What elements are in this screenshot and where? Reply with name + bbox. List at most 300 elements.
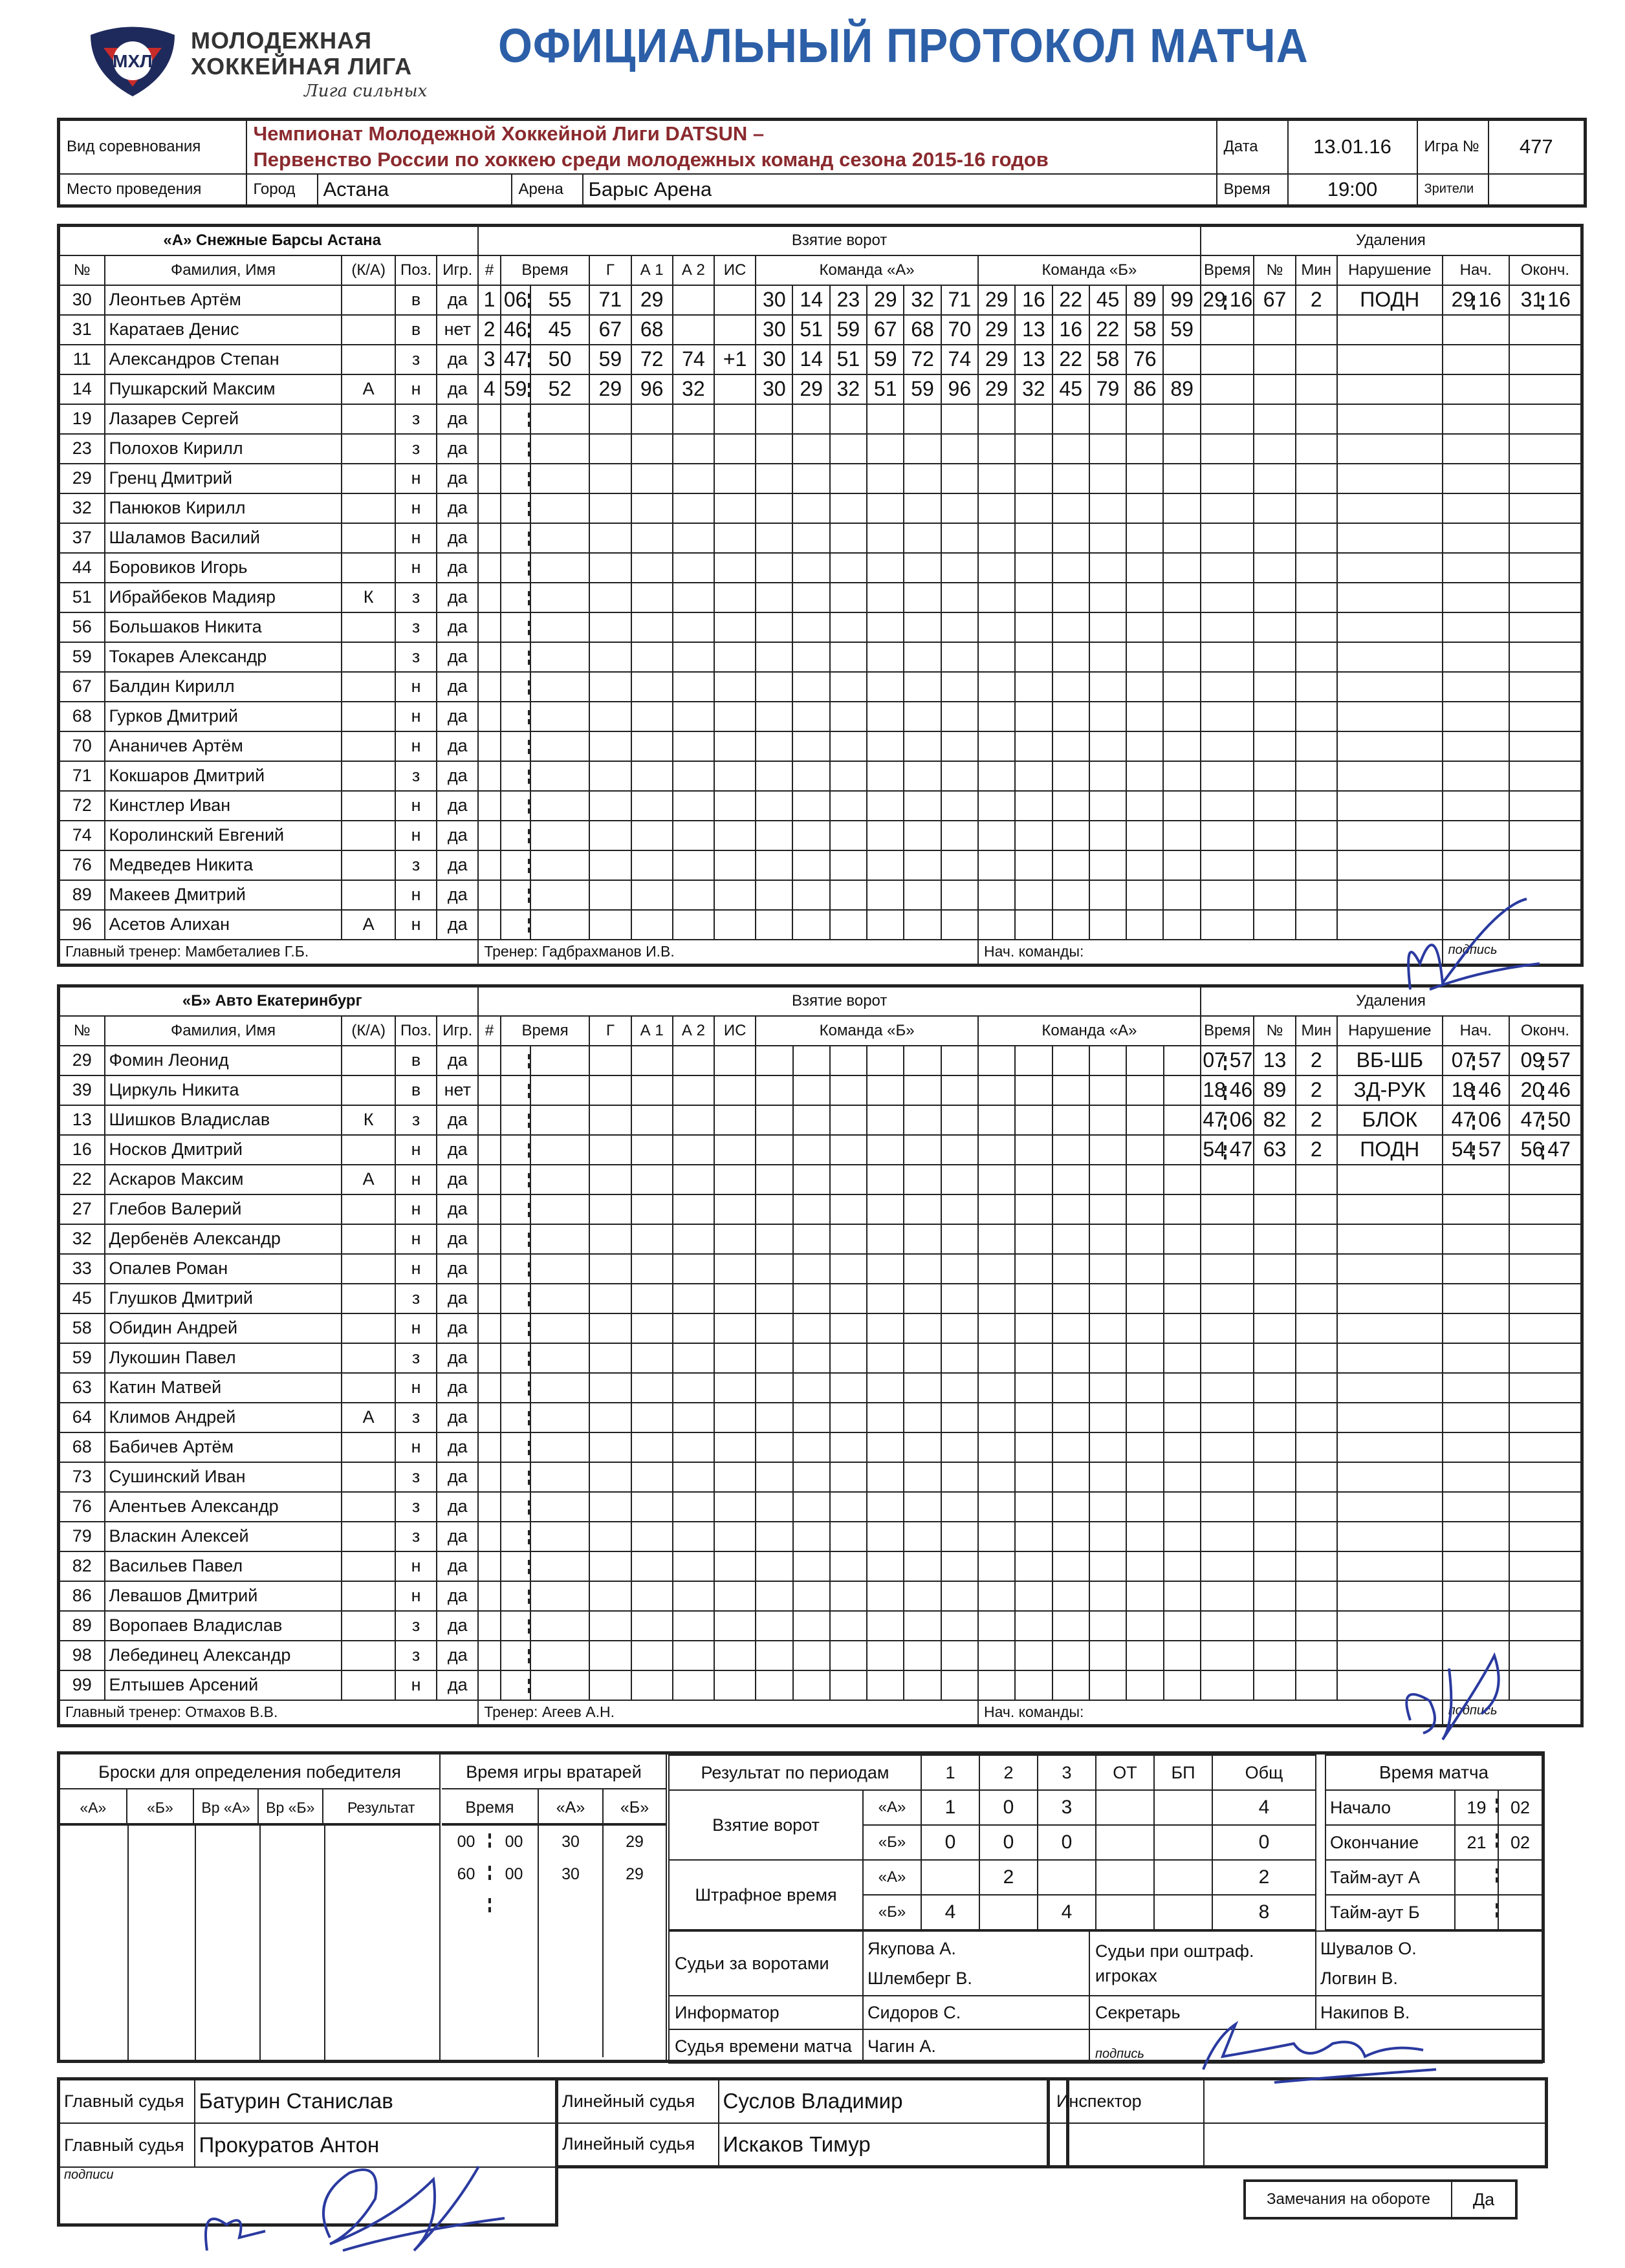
on-ice-own-player: [830, 1522, 867, 1551]
on-ice-opp-player: [1164, 1343, 1201, 1373]
on-ice-opp-player: [1164, 1105, 1201, 1135]
goal-minutes: [501, 1670, 530, 1700]
on-ice-own-player: 29: [867, 285, 904, 315]
goal-assist-1: [631, 464, 673, 493]
penalty-start: [1443, 1194, 1509, 1224]
player-name: Власкин Алексей: [105, 1522, 342, 1551]
on-ice-own-player: [792, 612, 829, 642]
goal-minutes: 46: [501, 315, 530, 345]
goal-situation: [714, 1432, 756, 1462]
player-played: да: [437, 404, 478, 434]
on-ice-own-player: [941, 910, 978, 940]
penalty-start: [1443, 1462, 1509, 1492]
goal-assist-2: 74: [673, 345, 714, 374]
goal-number: [478, 1522, 500, 1551]
on-ice-own-player: 51: [867, 374, 904, 404]
penalty-time: [1201, 1194, 1254, 1224]
on-ice-own-player: [830, 1611, 867, 1641]
penalty-minutes: [1296, 1522, 1337, 1551]
goal-minutes: [501, 642, 530, 672]
player-played: да: [437, 731, 478, 761]
match-time-title: Время матча: [1325, 1755, 1542, 1790]
goal-assist-2: [673, 1254, 714, 1284]
goal-scorer: 71: [589, 285, 631, 315]
player-position: н: [395, 464, 437, 493]
on-ice-own-player: [830, 1581, 867, 1611]
on-ice-opp-player: [1052, 583, 1089, 612]
on-ice-own-player: [904, 1313, 941, 1343]
period-2-header: 2: [979, 1755, 1038, 1790]
on-ice-opp-player: [1126, 1611, 1163, 1641]
player-name: Циркуль Никита: [105, 1075, 342, 1105]
penalty-end: [1509, 1403, 1582, 1432]
player-name: Пушкарский Максим: [105, 374, 342, 404]
player-played: да: [437, 374, 478, 404]
goal-minutes: [501, 434, 530, 464]
player-ka: А: [342, 1165, 395, 1194]
goal-number: [478, 1641, 500, 1670]
penalty-start: [1443, 583, 1509, 612]
player-position: з: [395, 1343, 437, 1373]
penalty-minutes: [1296, 1551, 1337, 1581]
goal-assist-2: [673, 1165, 714, 1194]
col-played: Игр.: [437, 1016, 478, 1046]
on-ice-own-player: [792, 553, 829, 583]
goal-assist-2: [673, 553, 714, 583]
goal-situation: [714, 761, 756, 791]
on-ice-own-player: [867, 1641, 904, 1670]
player-row: [59, 1462, 1582, 1492]
penalty-player: [1254, 1581, 1295, 1611]
goal-scorer: [589, 1343, 631, 1373]
goals-a-total: 4: [1212, 1790, 1316, 1825]
goal-assist-1: [631, 1194, 673, 1224]
col-pen-violation: Нарушение: [1337, 1016, 1443, 1046]
penalty-player: [1254, 434, 1295, 464]
col-goal: Г: [589, 1016, 631, 1046]
player-played: да: [437, 1670, 478, 1700]
on-ice-own-player: [756, 821, 792, 850]
on-ice-opp-player: [1163, 702, 1200, 731]
on-ice-own-player: [830, 553, 867, 583]
player-row: [59, 1254, 1582, 1284]
on-ice-own-player: [793, 1462, 830, 1492]
player-number: 68: [59, 702, 105, 731]
player-played: да: [437, 1373, 478, 1403]
goal-assist-1: [631, 583, 673, 612]
on-ice-opp-player: [1163, 434, 1200, 464]
on-ice-own-player: [941, 672, 978, 702]
player-played: да: [437, 1462, 478, 1492]
on-ice-opp-player: [1163, 523, 1200, 553]
penalty-end: [1509, 1611, 1582, 1641]
col-pen-start: Нач.: [1443, 1016, 1509, 1046]
on-ice-own-player: [830, 910, 867, 940]
penalty-player: [1254, 1403, 1295, 1432]
on-ice-own-player: [830, 1492, 867, 1522]
on-ice-opp-player: [1015, 612, 1052, 642]
goal-seconds: [530, 1075, 590, 1105]
on-ice-own-player: [867, 612, 904, 642]
goal-seconds: [530, 1432, 590, 1462]
on-ice-opp-player: 45: [1052, 374, 1089, 404]
on-ice-opp-player: [1015, 1343, 1052, 1373]
goal-number: 1: [478, 285, 500, 315]
goal-assist-1: [631, 493, 673, 523]
player-ka: [342, 315, 395, 345]
on-ice-own-player: [904, 1641, 941, 1670]
player-name: Климов Андрей: [105, 1403, 342, 1432]
on-ice-opp-player: [1126, 1670, 1163, 1700]
on-ice-own-player: [830, 404, 867, 434]
penalty-violation: [1337, 1165, 1443, 1194]
player-number: 63: [59, 1373, 105, 1403]
penalty-minutes: [1296, 1165, 1337, 1194]
penalty-end: [1509, 761, 1582, 791]
on-ice-opp-player: [1015, 493, 1052, 523]
goal-scorer: [589, 1462, 631, 1492]
pen-b-p2: [979, 1895, 1038, 1930]
goal-situation: [714, 1313, 756, 1343]
on-ice-opp-player: 22: [1052, 345, 1089, 374]
penalty-player: [1254, 1462, 1295, 1492]
goal-scorer: [589, 1432, 631, 1462]
col-pen-end: Оконч.: [1509, 255, 1582, 285]
goal-seconds: [530, 434, 590, 464]
on-ice-own-player: 30: [756, 285, 792, 315]
player-ka: [342, 1194, 395, 1224]
on-ice-opp-player: [1052, 1194, 1089, 1224]
player-played: да: [437, 910, 478, 940]
goal-number: 3: [478, 345, 500, 374]
penalty-end: 09 57: [1509, 1046, 1582, 1075]
player-name: Медведев Никита: [105, 850, 342, 880]
goal-minutes: [501, 612, 530, 642]
on-ice-own-player: [793, 1492, 830, 1522]
on-ice-opp-player: [1052, 1522, 1089, 1551]
penalty-player: [1254, 1492, 1295, 1522]
on-ice-opp-player: [1015, 1165, 1052, 1194]
goal-assist-2: [673, 1135, 714, 1165]
on-ice-own-player: [793, 1313, 830, 1343]
penalty-time: [1201, 761, 1254, 791]
goal-assist-2: [673, 1522, 714, 1551]
goal-seconds: [530, 1581, 590, 1611]
team-chief: Нач. команды:: [978, 1700, 1443, 1726]
on-ice-own-player: [756, 1432, 792, 1462]
on-ice-own-player: [792, 731, 829, 761]
goal-seconds: [530, 1343, 590, 1373]
player-row: [59, 1522, 1582, 1551]
player-row: [59, 880, 1582, 910]
goal-number: [478, 583, 500, 612]
on-ice-own-player: [941, 1641, 978, 1670]
penalty-end: [1509, 493, 1582, 523]
goal-situation: [714, 642, 756, 672]
goal-assist-1: [631, 404, 673, 434]
on-ice-opp-player: [1089, 1165, 1126, 1194]
goal-scorer: [589, 791, 631, 821]
goal-assist-1: [631, 1641, 673, 1670]
on-ice-opp-player: [978, 1254, 1015, 1284]
on-ice-opp-player: [1052, 1105, 1089, 1135]
goal-assist-1: [631, 434, 673, 464]
total-header: Общ: [1212, 1755, 1316, 1790]
penalty-time: [1201, 315, 1254, 345]
on-ice-opp-player: [1089, 1254, 1126, 1284]
on-ice-opp-player: [978, 1551, 1015, 1581]
penalty-end: [1509, 374, 1582, 404]
on-ice-opp-player: 16: [1015, 285, 1052, 315]
penalty-start: [1443, 642, 1509, 672]
penalty-minutes: [1296, 1373, 1337, 1403]
penalty-end: [1509, 731, 1582, 761]
goal-seconds: [530, 1611, 590, 1641]
goals-a-p1: 1: [921, 1790, 979, 1825]
goal-assist-2: [673, 1492, 714, 1522]
penalty-start: 18 46: [1443, 1075, 1509, 1105]
goal-assist-1: [631, 1343, 673, 1373]
goals-b-total: 0: [1212, 1825, 1316, 1860]
goal-minutes: [501, 493, 530, 523]
informer-name: Сидоров С.: [863, 1996, 1089, 2029]
on-ice-own-player: [756, 1551, 792, 1581]
on-ice-own-player: [904, 1551, 941, 1581]
player-number: 70: [59, 731, 105, 761]
on-ice-opp-player: [1163, 553, 1200, 583]
player-ka: [342, 345, 395, 374]
player-row: [59, 1670, 1582, 1700]
on-ice-opp-player: 58: [1126, 315, 1163, 345]
penalty-player: [1254, 464, 1295, 493]
player-row: [59, 553, 1582, 583]
on-ice-own-player: [904, 583, 941, 612]
player-played: да: [437, 672, 478, 702]
on-ice-opp-player: [1089, 791, 1126, 821]
on-ice-opp-player: [1126, 583, 1163, 612]
on-ice-own-player: [904, 1462, 941, 1492]
goal-scorer: [589, 880, 631, 910]
goal-scorer: [589, 1165, 631, 1194]
player-played: да: [437, 493, 478, 523]
on-ice-own-player: [792, 523, 829, 553]
on-ice-opp-player: [1089, 642, 1126, 672]
on-ice-opp-player: [978, 1135, 1015, 1165]
on-ice-own-player: 59: [830, 315, 867, 345]
player-name: Бабичев Артём: [105, 1432, 342, 1462]
goal-assist-1: [631, 612, 673, 642]
on-ice-opp-player: [1052, 791, 1089, 821]
player-number: 27: [59, 1194, 105, 1224]
player-ka: [342, 1522, 395, 1551]
goal-assist-2: [673, 1581, 714, 1611]
head-coach: Главный тренер: Мамбеталиев Г.Б.: [59, 940, 479, 966]
on-ice-opp-player: 22: [1089, 315, 1126, 345]
goal-scorer: [589, 583, 631, 612]
penalty-end: [1509, 642, 1582, 672]
penalty-end: [1509, 1284, 1582, 1313]
on-ice-opp-player: [1052, 1670, 1089, 1700]
on-ice-opp-player: [1015, 1522, 1052, 1551]
on-ice-own-player: [904, 702, 941, 731]
on-ice-opp-player: [1015, 553, 1052, 583]
penalty-player: [1254, 791, 1295, 821]
on-ice-opp-player: [1052, 1165, 1089, 1194]
on-ice-own-player: [867, 1522, 904, 1551]
goal-assist-2: [673, 880, 714, 910]
player-name: Боровиков Игорь: [105, 553, 342, 583]
penalty-violation: [1337, 1194, 1443, 1224]
player-row: [59, 1284, 1582, 1313]
on-ice-own-player: [830, 821, 867, 850]
penalty-minutes: [1296, 791, 1337, 821]
goal-seconds: [530, 1403, 590, 1432]
goal-assist-2: [673, 1403, 714, 1432]
player-played: да: [437, 1492, 478, 1522]
goals-label: Взятие ворот: [669, 1790, 863, 1860]
coach: Тренер: Агеев А.Н.: [478, 1700, 978, 1726]
goal-assist-1: [631, 1522, 673, 1551]
on-ice-opp-player: [1126, 1343, 1163, 1373]
penalty-violation: [1337, 404, 1443, 434]
on-ice-opp-player: [1015, 761, 1052, 791]
timekeeper-label: Судья времени матча: [669, 2029, 863, 2063]
penalty-violation: [1337, 1462, 1443, 1492]
on-ice-own-player: [904, 1581, 941, 1611]
player-played: да: [437, 583, 478, 612]
goal-situation: [714, 731, 756, 761]
on-ice-own-player: 30: [756, 345, 792, 374]
pen-b-bp: [1154, 1895, 1212, 1930]
on-ice-opp-player: [1052, 523, 1089, 553]
goal-minutes: [501, 1611, 530, 1641]
goal-seconds: [530, 1284, 590, 1313]
goal-scorer: [589, 761, 631, 791]
penalty-minutes: [1296, 1254, 1337, 1284]
on-ice-opp-player: 32: [1015, 374, 1052, 404]
timeout-a-label: Тайм-аут А: [1325, 1860, 1455, 1895]
goal-situation: [714, 493, 756, 523]
goal-seconds: 45: [530, 315, 590, 345]
player-row: [59, 821, 1582, 850]
on-ice-own-player: [792, 910, 829, 940]
goal-assist-2: [673, 791, 714, 821]
penalty-player: [1254, 642, 1295, 672]
col-goal-no: #: [478, 1016, 500, 1046]
player-row: [59, 1343, 1582, 1373]
on-ice-own-player: [793, 1194, 830, 1224]
player-position: в: [395, 285, 437, 315]
goal-seconds: [530, 850, 590, 880]
goal-number: [478, 1165, 500, 1194]
goal-assist-2: [673, 642, 714, 672]
player-row: [59, 1046, 1582, 1075]
penalty-start: [1443, 1224, 1509, 1254]
goal-minutes: [501, 1343, 530, 1373]
col-is: ИС: [714, 255, 756, 285]
goal-seconds: [530, 702, 590, 731]
on-ice-opp-player: [1164, 1403, 1201, 1432]
goal-assist-1: [631, 1046, 673, 1075]
on-ice-own-player: [792, 850, 829, 880]
player-position: н: [395, 523, 437, 553]
penalty-minutes: [1296, 404, 1337, 434]
on-ice-opp-player: [978, 583, 1015, 612]
player-number: 45: [59, 1284, 105, 1313]
player-number: 74: [59, 821, 105, 850]
goal-minutes: [501, 702, 530, 731]
penalty-violation: [1337, 642, 1443, 672]
on-ice-own-player: [904, 1432, 941, 1462]
on-ice-own-player: [904, 1343, 941, 1373]
player-position: з: [395, 345, 437, 374]
on-ice-opp-player: [1163, 672, 1200, 702]
player-name: Воропаев Владислав: [105, 1611, 342, 1641]
player-number: 86: [59, 1581, 105, 1611]
on-ice-own-player: [867, 850, 904, 880]
on-ice-own-player: [941, 1522, 978, 1551]
on-ice-opp-player: [1015, 434, 1052, 464]
on-ice-opp-player: [1089, 731, 1126, 761]
penalty-player: [1254, 1611, 1295, 1641]
on-ice-opp-player: [1015, 821, 1052, 850]
penalty-end: [1509, 1581, 1582, 1611]
on-ice-opp-player: [1164, 1641, 1201, 1670]
on-ice-own-player: [867, 1075, 904, 1105]
on-ice-own-player: [904, 791, 941, 821]
player-position: н: [395, 731, 437, 761]
goal-assist-1: [631, 642, 673, 672]
city-value: Астана: [318, 174, 512, 206]
on-ice-own-player: [867, 1254, 904, 1284]
penalty-player: [1254, 1313, 1295, 1343]
goals-b-ot: [1096, 1825, 1154, 1860]
goal-assist-1: [631, 1373, 673, 1403]
penalty-minutes: [1296, 1492, 1337, 1522]
on-ice-own-player: [904, 1075, 941, 1105]
goal-number: [478, 1105, 500, 1135]
goal-minutes: [501, 1313, 530, 1343]
on-ice-opp-player: [1052, 1641, 1089, 1670]
goals-title: Взятие ворот: [478, 986, 1200, 1016]
on-ice-own-player: [793, 1135, 830, 1165]
on-ice-opp-player: [1052, 1224, 1089, 1254]
goal-assist-1: [631, 880, 673, 910]
on-ice-own-player: [756, 1224, 792, 1254]
goal-scorer: [589, 1194, 631, 1224]
on-ice-own-player: [793, 1403, 830, 1432]
on-ice-opp-player: 29: [978, 315, 1015, 345]
on-ice-opp-player: [1164, 1075, 1201, 1105]
player-ka: [342, 404, 395, 434]
on-ice-own-player: [756, 1641, 792, 1670]
player-row: [59, 1313, 1582, 1343]
player-ka: [342, 1224, 395, 1254]
player-row: [59, 612, 1582, 642]
on-ice-own-player: [941, 702, 978, 731]
goal-minutes: [501, 1194, 530, 1224]
on-ice-own-player: [756, 1284, 792, 1313]
penalty-end: [1509, 1194, 1582, 1224]
player-row: [59, 1105, 1582, 1135]
goal-number: [478, 1075, 500, 1105]
remarks-table: [1243, 2179, 1518, 2219]
goal-number: [478, 1670, 500, 1700]
on-ice-opp-player: [1089, 612, 1126, 642]
on-ice-own-player: [830, 1403, 867, 1432]
goal-situation: [714, 1641, 756, 1670]
shootout-block: [60, 1755, 441, 2060]
